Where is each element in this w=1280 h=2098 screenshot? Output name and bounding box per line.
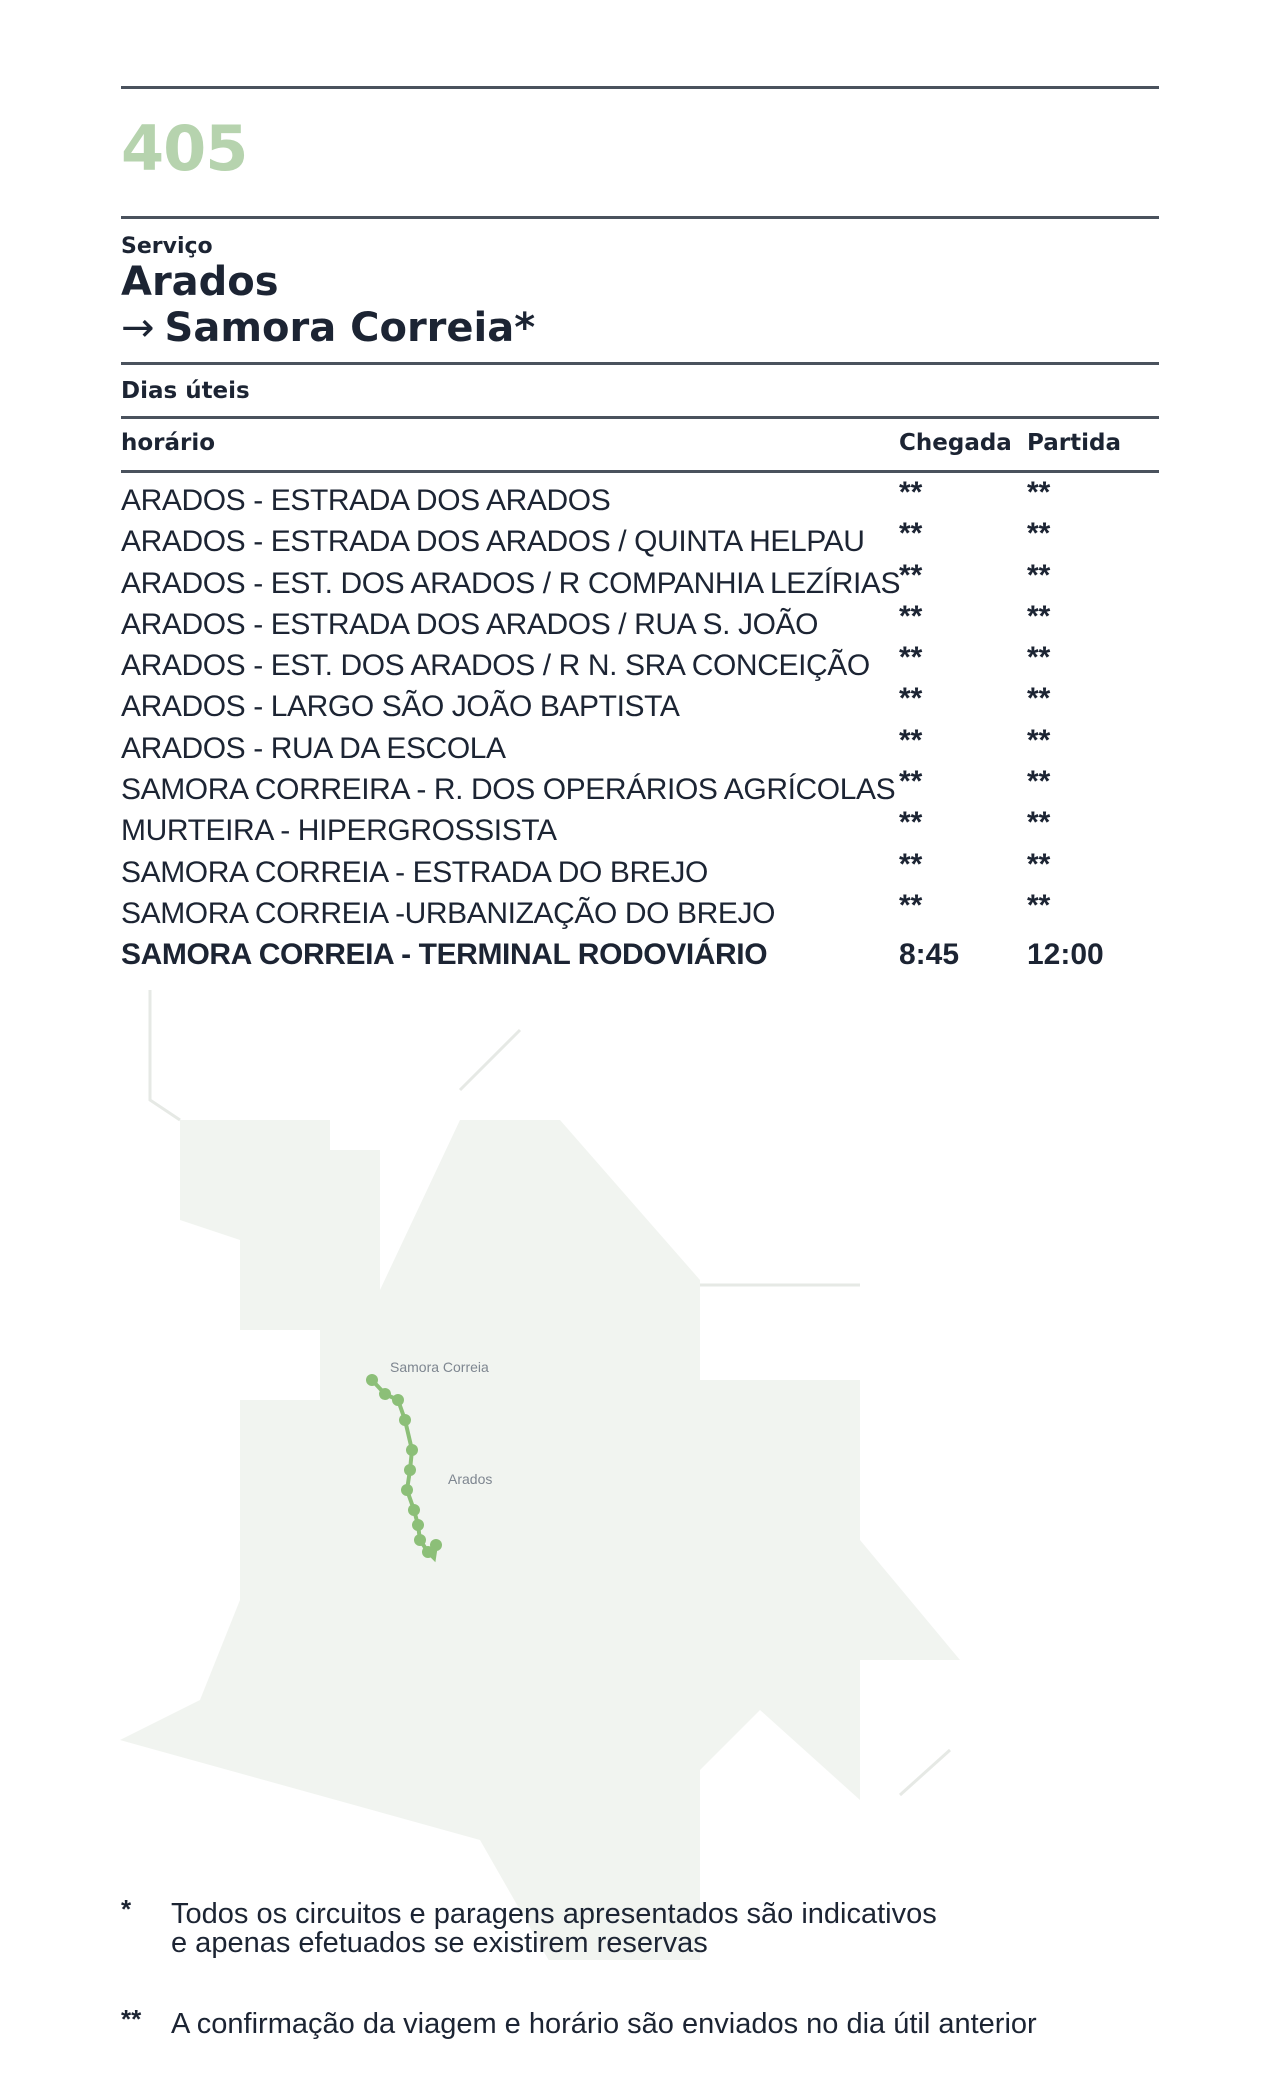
stop-row [121,682,1159,731]
route-stop-dot [412,1519,424,1531]
stop-row [121,938,1159,979]
stop-departure: ** [1027,682,1051,716]
route-number: 405 [121,112,248,185]
header-arrival: Chegada [899,430,1012,456]
stop-row [121,641,1159,690]
route-stop-dot [379,1388,391,1400]
header-rule [121,470,1159,473]
stop-arrival: ** [899,765,923,799]
stop-row [121,723,1159,773]
footnote-line: A confirmação da viagem e horário são enviados no dia útil anterior [171,2008,1037,2040]
stop-departure: ** [1027,641,1051,675]
footnote-text [171,2010,1037,2039]
schedule-header [121,430,1159,462]
stop-arrival: ** [899,517,923,551]
top-rule [121,86,1159,89]
stop-departure: ** [1027,517,1051,551]
header-departure: Partida [1027,430,1121,456]
stop-departure: ** [1027,806,1051,840]
stop-name: ARADOS - EST. DOS ARADOS / R N. SRA CONCEIÇÃO [121,649,870,683]
stop-name: ARADOS - EST. DOS ARADOS / R COMPANHIA LEZÍRIAS [121,566,901,600]
stop-name: SAMORA CORREIA -URBANIZAÇÃO DO BREJO [121,896,776,930]
footnote-line: e apenas efetuados se existirem reservas [171,1927,708,1959]
route-map [0,980,1280,1960]
footnote-text [171,1900,937,1958]
route-stop-dot [406,1444,418,1456]
stop-row [121,765,1159,814]
stop-arrival: ** [899,682,923,716]
stop-arrival: 8:45 [899,938,960,972]
stop-departure: ** [1027,888,1051,922]
stop-departure: ** [1027,599,1051,633]
origin-title: Arados [121,259,279,305]
stop-name: ARADOS - LARGO SÃO JOÃO BAPTISTA [121,690,680,724]
stop-arrival: ** [899,806,923,840]
footnote-mark: ** [121,2004,142,2034]
stop-name: ARADOS - ESTRADA DOS ARADOS / QUINTA HELPAU [121,525,865,559]
route-stop-dot [430,1539,442,1551]
stop-arrival: ** [899,847,923,881]
service-rule [121,362,1159,365]
route-stop-dot [399,1414,411,1426]
footnote-line: Todos os circuitos e paragens apresentados são indicativos [171,1898,937,1930]
stop-row [121,806,1159,855]
stop-name: SAMORA CORREIA - TERMINAL RODOVIÁRIO [121,938,768,972]
stop-row [121,599,1159,649]
stop-arrival: ** [899,476,923,509]
stop-departure: ** [1027,558,1051,592]
stop-row [121,847,1159,897]
stop-departure: ** [1027,765,1051,799]
route-stop-dot [366,1374,378,1386]
stop-departure: ** [1027,723,1051,757]
days-rule [121,416,1159,419]
destination-label: Samora Correia* [164,305,536,351]
stop-name: MURTEIRA - HIPERGROSSISTA [121,814,557,848]
route-stop-dot [408,1504,420,1516]
stop-list [121,476,1159,980]
route-stop-dot [414,1534,426,1546]
stop-row [121,888,1159,938]
stop-name: ARADOS - RUA DA ESCOLA [121,731,506,765]
stop-row [121,558,1159,608]
map-label-arados: Arados [448,1471,493,1487]
stop-departure: ** [1027,847,1051,881]
route-stop-dot [401,1484,413,1496]
destination-title [121,306,535,350]
route-stop-dot [404,1464,416,1476]
stop-row [121,517,1159,566]
map-label-samora-correia: Samora Correia [390,1359,489,1375]
arrow-right-icon: → [121,305,155,351]
stop-arrival: ** [899,599,923,633]
stop-name: SAMORA CORREIA - ESTRADA DO BREJO [121,855,708,889]
stop-arrival: ** [899,723,923,757]
footnote-mark: * [121,1894,132,1924]
stop-arrival: ** [899,888,923,922]
stop-name: ARADOS - ESTRADA DOS ARADOS / RUA S. JOÃO [121,607,819,641]
map-land [120,1120,960,1960]
header-stop: horário [121,430,216,456]
stop-arrival: ** [899,558,923,592]
stop-departure: 12:00 [1027,938,1104,972]
route-number-rule [121,216,1159,219]
route-stop-dot [392,1394,404,1406]
stop-departure: ** [1027,476,1051,509]
stop-row [121,476,1159,525]
stop-name: ARADOS - ESTRADA DOS ARADOS [121,484,611,517]
service-label: Serviço [121,234,213,259]
stop-arrival: ** [899,641,923,675]
stop-name: SAMORA CORREIRA - R. DOS OPERÁRIOS AGRÍCOLAS [121,773,896,807]
days-label: Dias úteis [121,378,250,404]
